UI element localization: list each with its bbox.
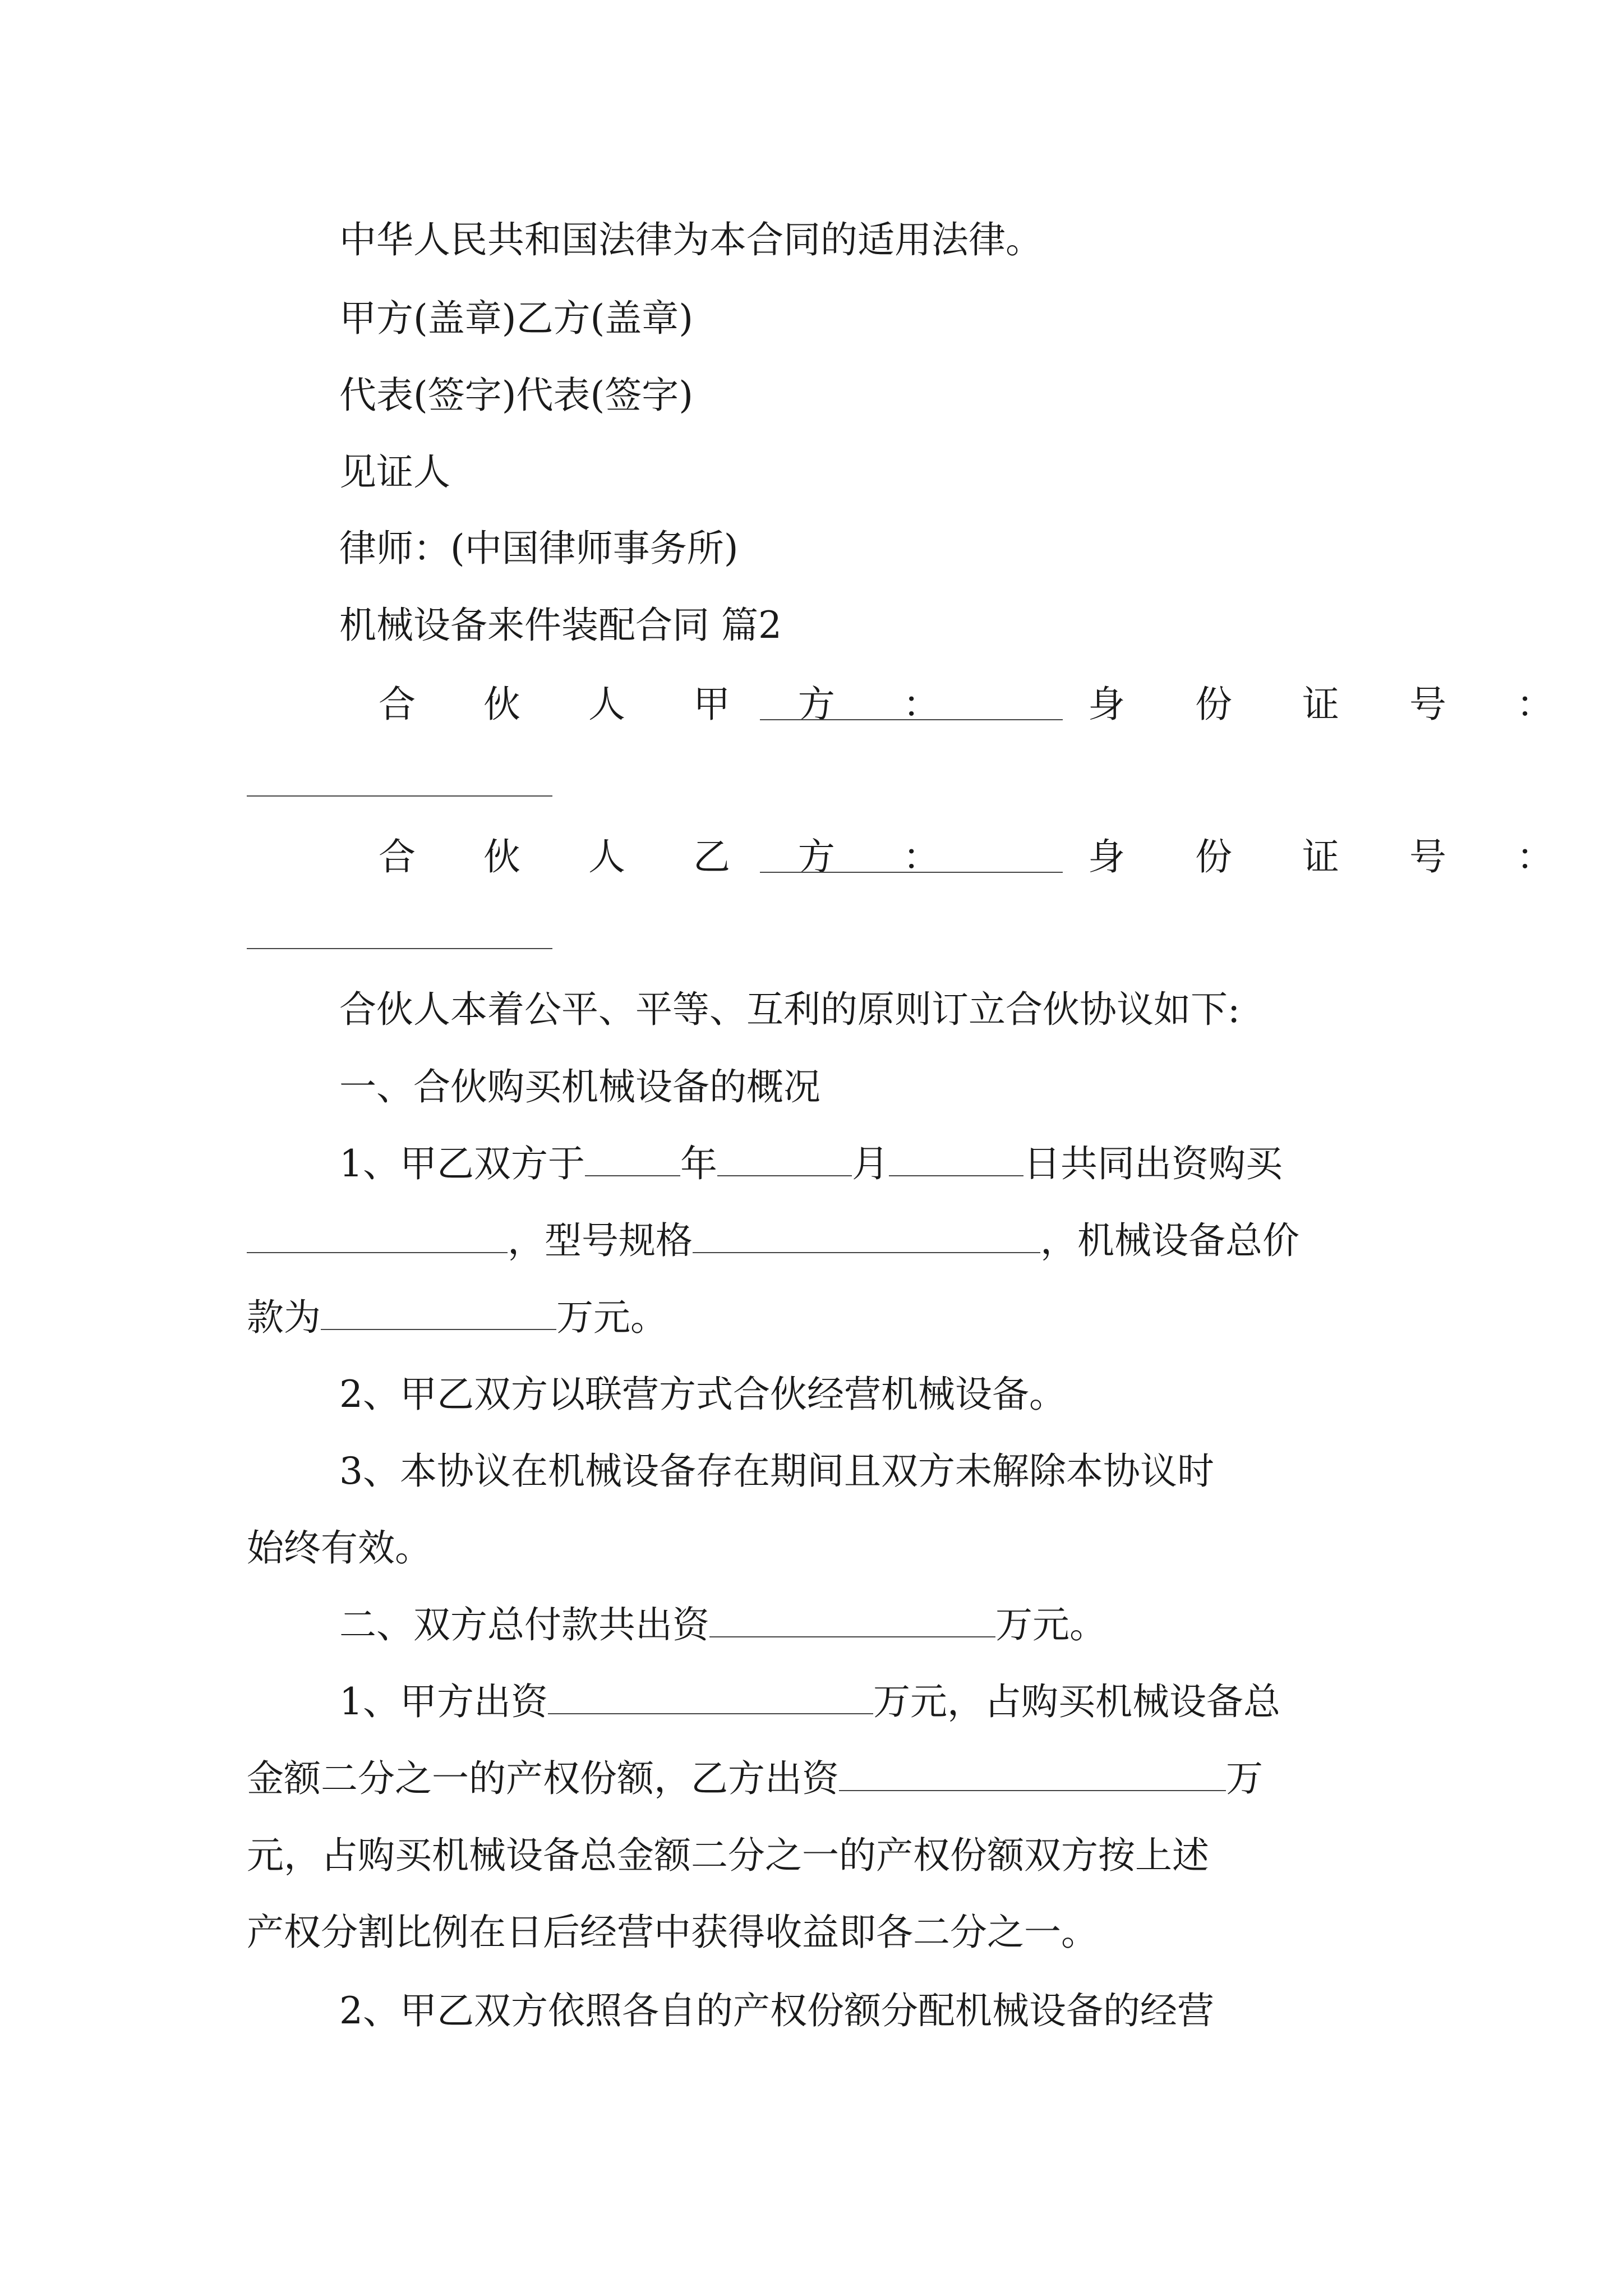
paragraph-validity: 3、本协议在机械设备存在期间且双方未解除本协议时	[339, 1450, 1214, 1493]
year-label: 年	[680, 1142, 717, 1185]
purchase-intro: 1、甲乙双方于	[339, 1142, 585, 1185]
total-investment-label: 二、双方总付款共出资	[339, 1603, 709, 1646]
paragraph-principles: 合伙人本着公平、平等、互利的原则订立合伙协议如下:	[339, 988, 1241, 1031]
model-spec-blank	[693, 1218, 1040, 1253]
paragraph-price-amount	[247, 1295, 667, 1340]
paragraph-share-ratio: 元，占购买机械设备总金额二分之一的产权份额双方按上述	[247, 1834, 1209, 1877]
partner-b-id-label: 身 份 证 号 ：	[1088, 835, 1583, 878]
partner-a-id-label: 身 份 证 号 ：	[1088, 683, 1583, 726]
party-a-investment-tail: 万元，占购买机械设备总	[873, 1680, 1280, 1723]
total-investment-blank	[709, 1603, 995, 1637]
model-spec-label: ，型号规格	[508, 1219, 693, 1262]
price-blank	[321, 1295, 556, 1330]
paragraph-witness: 见证人	[339, 450, 450, 494]
partner-a-name-blank	[760, 685, 1063, 720]
paragraph-joint-operation: 2、甲乙双方以联营方式合伙经营机械设备。	[339, 1373, 1066, 1416]
party-a-investment-label: 1、甲方出资	[339, 1680, 548, 1723]
paragraph-profit-distribution: 2、甲乙双方依照各自的产权份额分配机械设备的经营	[339, 1989, 1214, 2032]
partner-b-name-blank	[760, 838, 1063, 873]
paragraph-model-spec	[247, 1218, 1299, 1263]
price-prefix: 款为	[247, 1296, 321, 1339]
equipment-name-blank	[247, 1218, 508, 1253]
paragraph-party-a-investment	[339, 1680, 1280, 1724]
month-label: 月	[852, 1142, 889, 1185]
party-b-investment-label: 金额二分之一的产权份额，乙方出资	[247, 1757, 839, 1800]
total-investment-unit: 万元。	[995, 1603, 1106, 1646]
heading-total-investment	[339, 1603, 1106, 1648]
paragraph-validity-cont: 始终有效。	[247, 1526, 432, 1570]
paragraph-share-ratio-cont: 产权分割比例在日后经营中获得收益即各二分之一。	[247, 1911, 1098, 1954]
paragraph-party-b-investment	[247, 1756, 1263, 1801]
paragraph-representative-signature: 代表(签字)代表(签字)	[339, 374, 693, 417]
paragraph-applicable-law: 中华人民共和国法律为本合同的适用法律。	[339, 218, 1043, 261]
section-heading-contract-2: 机械设备来件装配合同 篇2	[339, 604, 782, 647]
paragraph-party-seal: 甲方(盖章)乙方(盖章)	[339, 297, 693, 340]
day-blank	[889, 1142, 1023, 1176]
party-a-investment-blank	[548, 1680, 873, 1714]
total-price-label: ，机械设备总价	[1040, 1219, 1299, 1262]
purchase-tail: 日共同出资购买	[1023, 1142, 1283, 1185]
heading-equipment-overview: 一、合伙购买机械设备的概况	[339, 1065, 820, 1108]
month-blank	[717, 1142, 852, 1176]
party-b-investment-blank	[839, 1756, 1226, 1791]
party-b-investment-unit: 万	[1226, 1757, 1263, 1800]
partner-b-label: 合 伙 人 乙 方 ：	[379, 835, 968, 878]
partner-b-id-blank	[247, 948, 552, 949]
paragraph-purchase-date	[339, 1142, 1283, 1186]
paragraph-lawyer: 律师：(中国律师事务所)	[339, 527, 739, 570]
partner-a-id-blank	[247, 795, 552, 797]
partner-a-label: 合 伙 人 甲 方 ：	[379, 683, 968, 726]
price-unit: 万元。	[556, 1296, 667, 1339]
year-blank	[585, 1142, 680, 1176]
